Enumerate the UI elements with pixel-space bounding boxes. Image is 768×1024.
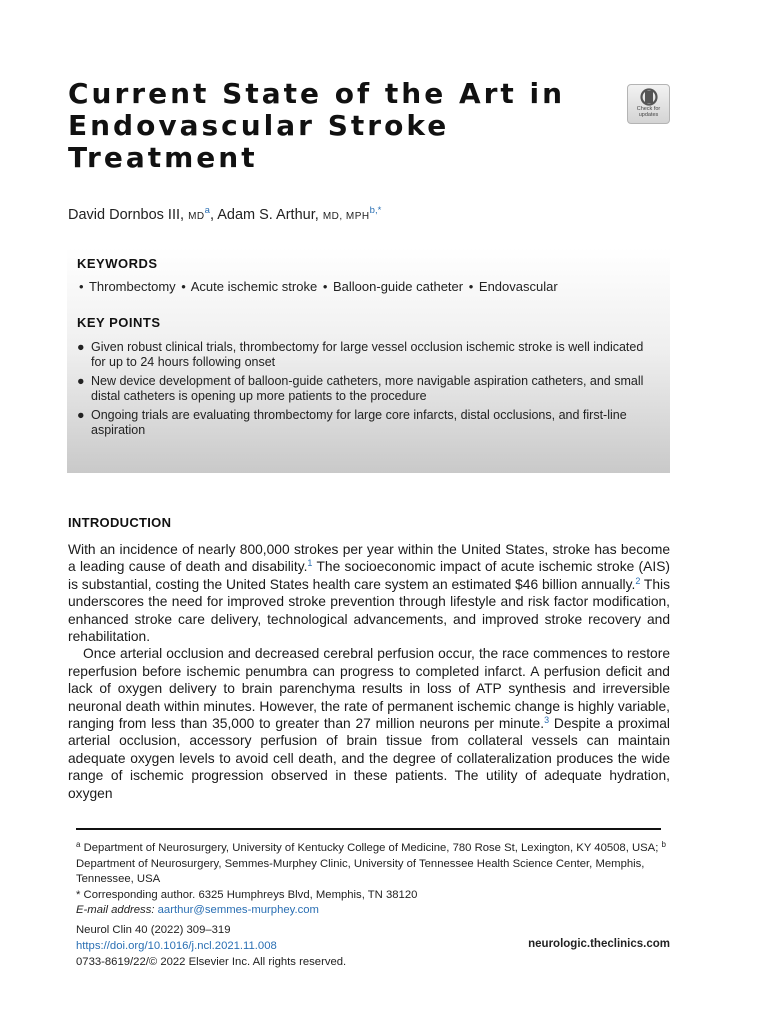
keywords-keypoints-box bbox=[67, 248, 670, 473]
author-degrees: MD bbox=[188, 211, 205, 222]
journal-website[interactable]: neurologic.theclinics.com bbox=[528, 938, 670, 950]
badge-line-1: Check for bbox=[636, 106, 661, 112]
paragraph-text: Despite a proximal arterial occlusion, accessory perfusion of brain tissue from collateral vessels can maintain adequate oxygen levels to avoid cell death, and the degree of collateralization produces the wide range of ischemic progression observed in these patients. The utility of adequate hydration, oxygen bbox=[68, 716, 670, 801]
paragraph-text: Once arterial occlusion and decreased cerebral perfusion occur, the race commences to restore reperfusion before ischemic penumbra can progress to completed infarct. A perfusion deficit and lack of oxygen delivery to brain parenchyma results in loss of ATP synthesis and irreversible neuronal death within minutes. However, the rate of permanent ischemic change is highly variable, ranging from less than 35,000 to greater than 27 million neurons per minute. bbox=[68, 646, 670, 732]
reference-link[interactable]: 3 bbox=[544, 715, 550, 726]
keyword-bullet: • bbox=[79, 279, 84, 294]
email-label: E-mail address: bbox=[76, 904, 155, 916]
key-point-text: Given robust clinical trials, thrombectomy for large vessel occlusion ischemic stroke is well indicated for up to 24 hours following onset bbox=[91, 340, 644, 369]
bullet-icon: ● bbox=[77, 408, 85, 422]
footnotes bbox=[76, 837, 666, 919]
footnote-mark: a bbox=[76, 840, 81, 849]
author-degrees: MD, MPH bbox=[322, 211, 370, 222]
key-points-heading: KEY POINTS bbox=[77, 315, 161, 330]
keyword-item: Acute ischemic stroke bbox=[190, 279, 318, 294]
keyword-bullet: • bbox=[468, 279, 474, 294]
article-title: Current State of the Art in Endovascular Stroke Treatment bbox=[68, 77, 566, 174]
affiliations-footnote bbox=[76, 837, 666, 888]
keywords-list bbox=[77, 279, 660, 294]
copyright: 0733-8619/22/© 2022 Elsevier Inc. All rights reserved. bbox=[76, 956, 347, 968]
keyword-bullet: • bbox=[181, 279, 186, 294]
footnote-divider bbox=[76, 828, 661, 830]
keyword-item: Thrombectomy bbox=[88, 279, 176, 294]
doi-link[interactable]: https://doi.org/10.1016/j.ncl.2021.11.008 bbox=[76, 940, 277, 952]
key-point-item bbox=[77, 340, 660, 370]
check-updates-icon bbox=[639, 88, 659, 106]
corresponding-author: * Corresponding author. 6325 Humphreys Blvd, Memphis, TN 38120 bbox=[76, 888, 418, 901]
paragraph-text: The socioeconomic impact of acute ischemic stroke (AIS) is substantial, costing the United States health care system an estimated $46 billion annually. bbox=[68, 559, 670, 592]
key-points-list bbox=[77, 340, 660, 438]
paragraph bbox=[68, 645, 670, 802]
keyword-bullet: • bbox=[322, 279, 328, 294]
email-line bbox=[76, 903, 666, 919]
author-name: Adam S. Arthur, bbox=[217, 207, 319, 223]
paragraph-text: This underscores the need for improved stroke prevention through lifestyle and risk factor modification, enhanced stroke care delivery, technological advancements, and improved stroke recovery and rehabilitation. bbox=[68, 576, 670, 645]
reference-link[interactable]: 1 bbox=[307, 558, 313, 569]
key-point-item bbox=[77, 408, 660, 438]
keyword-item: Balloon-guide catheter bbox=[333, 279, 464, 294]
check-for-updates-badge[interactable] bbox=[627, 84, 670, 124]
author-line bbox=[68, 205, 668, 223]
author-affiliation-mark[interactable]: a bbox=[204, 205, 210, 216]
key-point-item bbox=[77, 374, 660, 404]
key-point-text: Ongoing trials are evaluating thrombectomy for large core infarcts, distal occlusions, and first-line aspiration bbox=[91, 408, 627, 437]
introduction-heading: INTRODUCTION bbox=[68, 515, 172, 530]
bullet-icon: ● bbox=[77, 374, 85, 388]
author-affiliation-mark[interactable]: b,* bbox=[369, 205, 382, 216]
key-point-text: New device development of balloon-guide catheters, more navigable aspiration catheters, and small distal catheters is opening up more patients to the procedure bbox=[91, 374, 644, 403]
bullet-icon: ● bbox=[77, 340, 85, 354]
introduction-body bbox=[68, 541, 670, 802]
affiliation-text: Department of Neurosurgery, Semmes-Murphey Clinic, University of Tennessee Health Science Center, Memphis, Tennessee, USA bbox=[76, 857, 645, 885]
author-separator: , bbox=[209, 207, 214, 223]
keyword-item: Endovascular bbox=[478, 279, 558, 294]
affiliation-text: Department of Neurosurgery, University of Kentucky College of Medicine, 780 Rose St, Lexington, KY 40508, USA; bbox=[80, 842, 662, 854]
badge-line-2: updates bbox=[638, 112, 659, 118]
author-name: David Dornbos III, bbox=[68, 207, 185, 223]
reference-link[interactable]: 2 bbox=[635, 575, 641, 586]
citation: Neurol Clin 40 (2022) 309–319 bbox=[76, 924, 231, 936]
footnote-mark: b bbox=[661, 840, 666, 849]
paragraph-text: With an incidence of nearly 800,000 strokes per year within the United States, stroke has become a leading cause of death and disability. bbox=[68, 542, 670, 575]
paragraph bbox=[68, 541, 670, 645]
email-link[interactable]: aarthur@semmes-murphey.com bbox=[157, 904, 319, 916]
keywords-heading: KEYWORDS bbox=[77, 256, 158, 271]
